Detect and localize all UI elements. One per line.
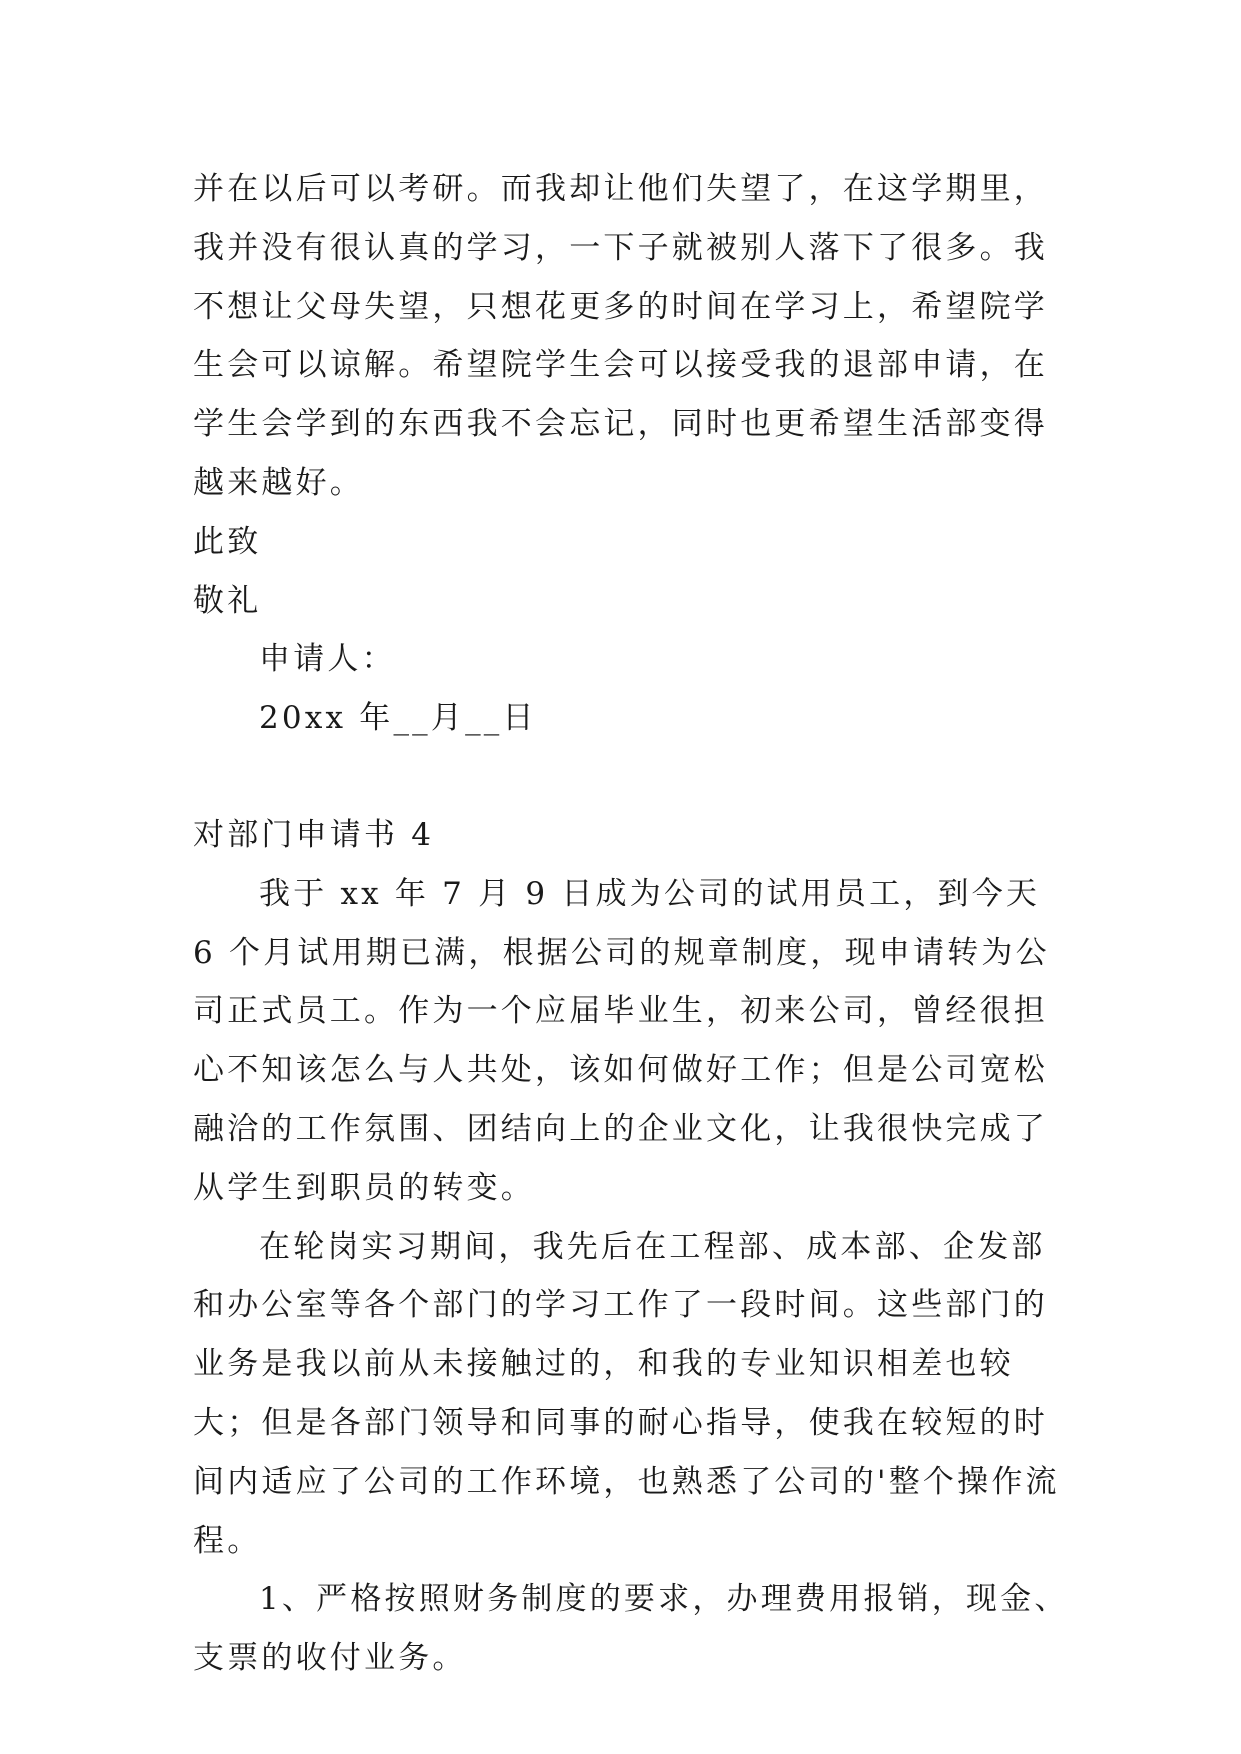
paragraph-intro: 我于 xx 年 7 月 9 日成为公司的试用员工，到今天 6 个月试用期已满，根据公司的规章制度，现申请转为公司正式员工。作为一个应届毕业生，初来公司，曾经很担心不知该怎么与人共处，该如何做好工作；但是公司宽松融洽的工作氛围、团结向上的企业文化，让我很快完成了从学生到职员的转变。 [193,875,1050,1206]
paragraph-item-1: 1、严格按照财务制度的要求，办理费用报销，现金、支票的收付业务。 [193,1581,1069,1677]
section-title: 对部门申请书 4 [193,816,435,853]
closing-salutation: 此致 [193,523,262,560]
paragraph-rotation: 在轮岗实习期间，我先后在工程部、成本部、企发部和办公室等各个部门的学习工作了一段时间。这些部门的业务是我以前从未接触过的，和我的专业知识相差也较大；但是各部门领导和同事的耐心指导，使我在较短的时间内适应了公司的工作环境，也熟悉了公司的'整个操作流程。 [193,1228,1060,1559]
closing-regards: 敬礼 [193,582,262,619]
date-line: 20xx 年__月__日 [259,700,537,737]
document-body [193,160,1073,1688]
paragraph-continuation: 并在以后可以考研。而我却让他们失望了，在这学期里，我并没有很认真的学习，一下子就被别人落下了很多。我不想让父母失望，只想花更多的时间在学习上，希望院学生会可以谅解。希望院学生会可以接受我的退部申请，在学生会学到的东西我不会忘记，同时也更希望生活部变得越来越好。 [193,171,1048,501]
applicant-label: 申请人： [259,641,396,678]
